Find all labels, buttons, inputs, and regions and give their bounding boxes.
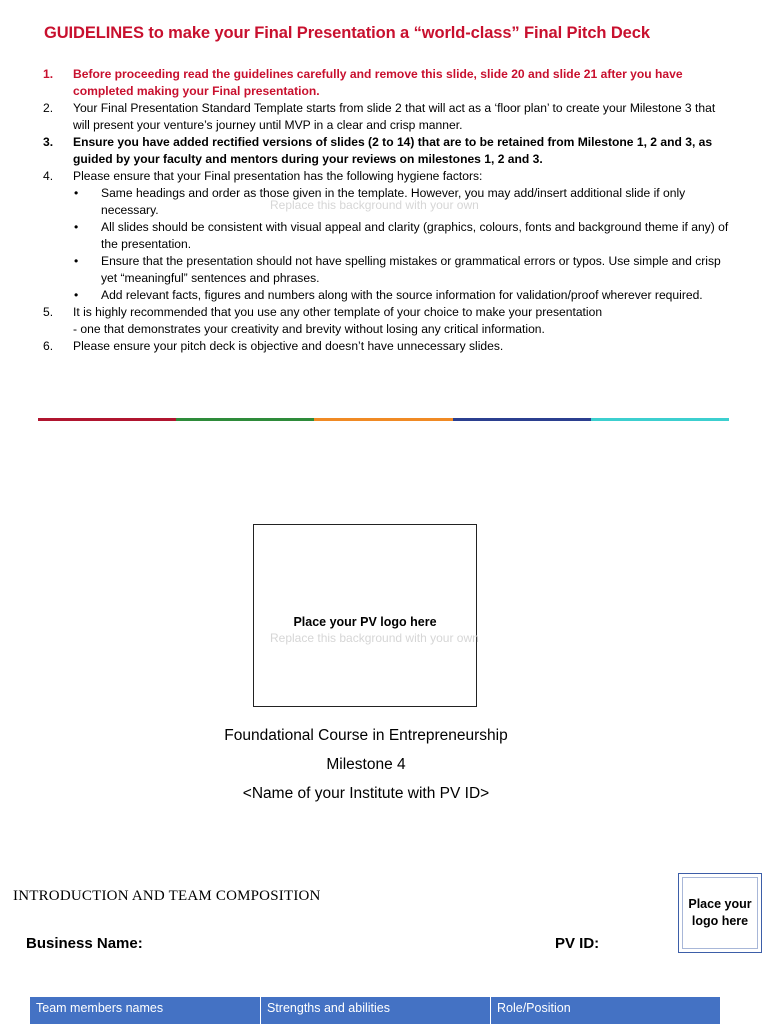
guideline-text: Before proceeding read the guidelines carefully and remove this slide, slide 20 and slide 21 after you have completed making your Final presentation. xyxy=(73,67,683,98)
guideline-text: Your Final Presentation Standard Template starts from slide 2 that will act as a ‘floor plan’ to create your Milestone 3 that will present your venture’s journey until MVP in a clear and crisp manner. xyxy=(73,101,716,132)
guideline-item-6: 6. Please ensure your pitch deck is objective and doesn’t have unnecessary slides. xyxy=(43,339,504,353)
team-table-header xyxy=(30,997,720,1024)
guideline-item-5: 5. It is highly recommended that you use any other template of your choice to make your presentation - one that demonstrates your creativity and brevity without losing any critical information. xyxy=(43,305,603,336)
divider-segment xyxy=(176,418,314,421)
hygiene-item: • All slides should be consistent with visual appeal and clarity (graphics, colours, fonts and background theme if any) of the presentation. xyxy=(74,220,729,251)
bullet-icon: • xyxy=(74,220,79,234)
bullet-icon: • xyxy=(74,186,79,200)
divider-segment xyxy=(314,418,452,421)
guideline-item-3: 3. Ensure you have added rectified versions of slides (2 to 14) that are to be retained from Milestone 1, 2 and 3, as guided by your faculty and mentors during your reviews on milestones 1, 2 and 3. xyxy=(43,135,713,166)
bullet-icon: • xyxy=(74,288,79,302)
header-role: Role/Position xyxy=(497,1001,571,1015)
header-strengths: Strengths and abilities xyxy=(261,997,491,1024)
guideline-item-1: 1. Before proceeding read the guidelines carefully and remove this slide, slide 20 and slide 21 after you have completed making your Final presentation. xyxy=(43,67,683,98)
background-placeholder-text: Replace this background with your own xyxy=(270,631,479,645)
divider-segment xyxy=(591,418,729,421)
bullet-icon: • xyxy=(74,254,79,268)
guideline-text: Ensure you have added rectified versions of slides (2 to 14) that are to be retained from Milestone 1, 2 and 3, as guided by your faculty and mentors during your reviews on milestones 1, 2 and 3. xyxy=(73,135,713,166)
milestone-label: Milestone 4 xyxy=(326,756,406,773)
pv-id-label: PV ID: xyxy=(555,935,600,952)
color-divider xyxy=(38,418,729,421)
divider-segment xyxy=(38,418,176,421)
guideline-item-4: 4. Please ensure that your Final presentation has the following hygiene factors: • Same headings and order as those given in the template. However, you may add/insert additional slide if only necessary. • All slides should be consistent with visual appeal and clarity (graphics, colours, fonts and background theme if any) of the presentation. • Ensure that the presentation should not have spelling mistakes or grammatical errors or typos. Use simple and crisp yet “meaningful” sentences and phrases. • Add relevant facts, figures and numbers along with the source information for validation/proof wherever required. xyxy=(43,169,729,302)
hygiene-item: • Add relevant facts, figures and numbers along with the source information for validation/proof wherever required. xyxy=(74,288,703,302)
guideline-text: Please ensure that your Final presentation has the following hygiene factors: xyxy=(73,169,483,183)
intro-section-title: INTRODUCTION AND TEAM COMPOSITION xyxy=(13,888,321,904)
header-team-members: Team members names xyxy=(30,997,261,1024)
guideline-continuation: - one that demonstrates your creativity and brevity without losing any critical information. xyxy=(73,322,545,336)
hygiene-item: • Ensure that the presentation should not have spelling mistakes or grammatical errors or typos. Use simple and crisp yet “meaningful” sentences and phrases. xyxy=(74,254,721,285)
pv-logo-label: Place your PV logo here xyxy=(293,615,437,629)
divider-segment xyxy=(453,418,591,421)
business-name-label: Business Name: xyxy=(26,935,143,952)
institute-placeholder: <Name of your Institute with PV ID> xyxy=(242,785,490,802)
team-logo-placeholder[interactable]: Place your logo here xyxy=(678,873,762,953)
guideline-item-2: 2. Your Final Presentation Standard Template starts from slide 2 that will act as a ‘floor plan’ to create your Milestone 3 that will present your venture’s journey until MVP in a clear and crisp manner. xyxy=(43,101,716,132)
hygiene-item: • Same headings and order as those given in the template. However, you may add/insert additional slide if only necessary. xyxy=(74,186,686,217)
course-name: Foundational Course in Entrepreneurship xyxy=(224,727,508,744)
background-placeholder-text: Replace this background with your own xyxy=(270,198,479,212)
guideline-text: Please ensure your pitch deck is objective and doesn’t have unnecessary slides. xyxy=(73,339,504,353)
guidelines-title: GUIDELINES to make your Final Presentation a “world-class” Final Pitch Deck xyxy=(44,24,650,42)
guideline-text: It is highly recommended that you use any other template of your choice to make your presentation xyxy=(73,305,603,319)
